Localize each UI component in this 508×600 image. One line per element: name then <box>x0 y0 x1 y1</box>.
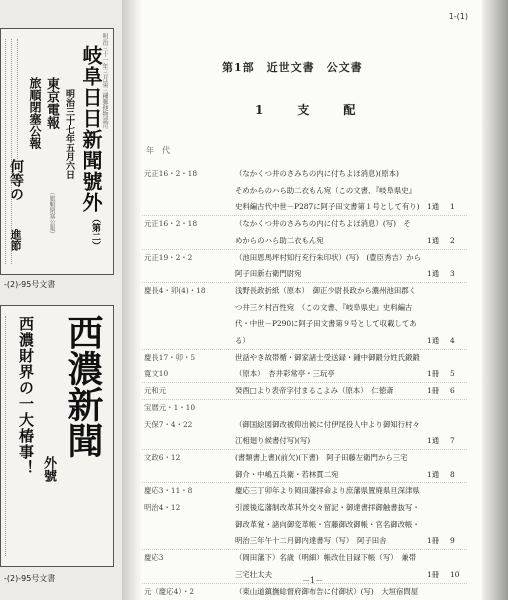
row-quantity: 1通 <box>427 269 440 279</box>
left-page <box>0 0 122 600</box>
table-row <box>142 399 482 416</box>
row-title: 史料編古代中世－P287に阿子田文書第１号として有り) <box>235 202 420 212</box>
row-number: 9 <box>450 536 455 546</box>
clipping-masthead: 西濃新聞 <box>62 314 104 458</box>
sub-heading: 1 支 配 <box>255 103 367 117</box>
row-title: （岡田藩下）名歳（明細）帳改仕目録下帳（写） 兼帯 <box>235 553 417 563</box>
table-row <box>142 532 482 549</box>
clipping-masthead: 岐阜日日新聞號外 <box>79 45 103 213</box>
table-row <box>142 332 482 349</box>
row-title: （御国絵図御改被仰出候に付伊尾役人中より御知行村々 <box>235 419 420 429</box>
table-row <box>142 299 482 316</box>
row-title: 代・中世－P290に阿子田文書第９号として収載してあ <box>235 319 417 329</box>
book-edge <box>482 0 508 600</box>
clipping-headline: 西濃財界の一大椿事！ <box>17 316 35 476</box>
table-row <box>142 449 482 466</box>
row-date: 元正16・2・18 <box>144 169 198 178</box>
table-row <box>142 416 482 433</box>
table-row <box>142 432 482 449</box>
row-number: 4 <box>450 336 455 345</box>
row-title: 阿子田新右衛門尉宛 <box>235 269 302 279</box>
table-row <box>142 265 482 282</box>
clipping-date: 明治三十七年五月六日 <box>64 89 74 179</box>
row-title: 浅野長政折紙（原本） 御正少尉長政から濃州池田郡く <box>235 285 417 295</box>
row-date: 明治4・12 <box>144 503 181 512</box>
row-date: 天保7・4・22 <box>144 419 193 429</box>
row-date: 元和元 <box>144 386 167 396</box>
row-title: めからのハら助二衣もん宛 <box>235 235 324 245</box>
row-date: 元（慶応4）・2 <box>144 586 195 596</box>
row-number: 2 <box>450 235 455 245</box>
row-title: （なかくつ井のさみちの内に付ちよほ消息）(写) そ <box>235 219 411 229</box>
row-title: 引渡後迄藩制改革其外交々留記・御達書拝御触書抜写・ <box>235 503 420 512</box>
row-title: （池田恩馬坪村知行充行朱印状）(写) (豊臣秀吉）から <box>235 252 422 262</box>
row-title: (書類書上書)(前欠)(下書) 阿子田藤左衛門から三宅 <box>235 452 408 462</box>
row-title: （なかくつ井のさみちの内に付ちよほ消息)(原本) <box>235 169 399 178</box>
text-columns-texture <box>17 39 18 159</box>
newspaper-clipping-gifu <box>0 28 114 275</box>
row-date: 慶長17・卯・5 <box>144 352 196 362</box>
table-row <box>142 165 482 182</box>
column-headers <box>146 145 236 156</box>
row-date: 宝暦元・1・10 <box>144 402 196 412</box>
row-quantity: 1冊 <box>427 369 440 379</box>
row-title: 世話やき故帯楯・御家諸士受送録・鍾中御鍛分姓氏鍛鍛 <box>235 352 420 362</box>
row-title: （東山道鎮撫総督府御布告に付御状）(写) 大垣宿問屋 <box>235 586 419 596</box>
row-date: 寛文10 <box>144 369 169 379</box>
clipping-column-tokyo-telegram: 東京電報 <box>44 77 59 129</box>
clipping-caption: -(2)-95号文書 <box>4 574 56 583</box>
clipping-column-nanra: 何等の <box>8 159 24 201</box>
row-number: 7 <box>450 436 455 446</box>
row-date: 元正16・2・18 <box>144 219 198 229</box>
row-quantity: 1冊 <box>427 536 440 546</box>
book-gutter <box>122 0 142 600</box>
right-page <box>142 0 482 600</box>
row-quantity: 1通 <box>427 436 440 446</box>
text-columns-texture <box>5 39 6 264</box>
clipping-caption: -(2)-95号文書 <box>4 280 56 289</box>
row-number: 3 <box>450 269 455 279</box>
clipping-masthead-suffix: （第二） <box>90 214 100 250</box>
row-title: 癸酉□より表帝字付まるこよみ（原本） 仁徳斎 <box>235 386 394 396</box>
page-tag: 1-(1) <box>448 12 468 21</box>
row-title: 御介・中嶋五兵衛・若林貫二宛 <box>235 469 339 479</box>
table-row <box>142 315 482 332</box>
row-title: る） <box>235 336 250 345</box>
text-columns-texture <box>11 39 12 264</box>
row-title: 慶応三丁卯年より岡田藩拝命より庶藩県置廃県旦深津県 <box>235 486 420 496</box>
row-title: 三宅壮太夫 <box>235 569 272 579</box>
row-number: 8 <box>450 469 455 479</box>
row-number: 5 <box>450 369 455 379</box>
table-row <box>142 382 482 399</box>
page-number: －1－ <box>302 576 324 585</box>
table-row <box>142 232 482 249</box>
row-date: 文政6・12 <box>144 452 181 462</box>
row-title: 御改革覚・諸向御変革帳・官藤御改御帳・官名御改帳・ <box>235 519 420 529</box>
text-columns-texture <box>5 316 6 556</box>
table-row <box>142 516 482 533</box>
table-row <box>142 215 482 232</box>
row-title: 明治三年午十二月御内達書写（写） 阿子田舎 <box>235 536 387 546</box>
column-header-date: 年 代 <box>146 146 170 155</box>
table-row <box>142 249 482 266</box>
row-title: つ井三ケ村百性宛 （この文書、『岐阜県史』史料編古 <box>235 302 413 312</box>
table-row <box>142 466 482 483</box>
row-quantity: 1通 <box>427 469 440 479</box>
table-row <box>142 482 482 499</box>
row-quantity: 1通 <box>427 202 440 212</box>
clipping-subtitle: 外號 <box>41 456 56 482</box>
newspaper-clipping-seino <box>0 305 114 567</box>
table-row <box>142 282 482 299</box>
row-title: （原本） 杏井彩常亭・三玩亭 <box>235 369 335 379</box>
row-date: 元正19・2・2 <box>144 252 193 262</box>
section-heading: 第1部 近世文書 公文書 <box>222 61 363 74</box>
table-row <box>142 182 482 199</box>
row-number: 10 <box>450 569 460 579</box>
clipping-column-port-arthur: 旅順閉塞公報 <box>28 77 42 149</box>
clipping-subheading: （旅順閉塞公報） <box>48 189 55 237</box>
table-row <box>142 365 482 382</box>
table-row <box>142 549 482 566</box>
table-row <box>142 198 482 215</box>
row-quantity: 1通 <box>427 235 440 245</box>
row-number: 6 <box>450 386 455 396</box>
row-number: 1 <box>450 202 455 212</box>
row-date: 慶応3 <box>144 553 164 563</box>
row-date: 慶応3・11・8 <box>144 486 193 496</box>
row-title: 江相廻り候書付写)(写) <box>235 436 311 446</box>
row-quantity: 1冊 <box>427 569 440 579</box>
row-quantity: 1冊 <box>427 386 440 396</box>
table-row <box>142 499 482 516</box>
row-quantity: 1通 <box>427 336 440 345</box>
row-title: そめからのハら助二衣もん宛（この文書、『岐阜県史』 <box>235 185 417 195</box>
clipping-column-shinsetsu: 進節 <box>9 229 22 251</box>
clipping-small-text: 明治三十一年三月第三種郵便物認可 <box>101 33 108 129</box>
row-date: 慶長4・卯(4)・18 <box>144 285 206 295</box>
table-row <box>142 349 482 366</box>
